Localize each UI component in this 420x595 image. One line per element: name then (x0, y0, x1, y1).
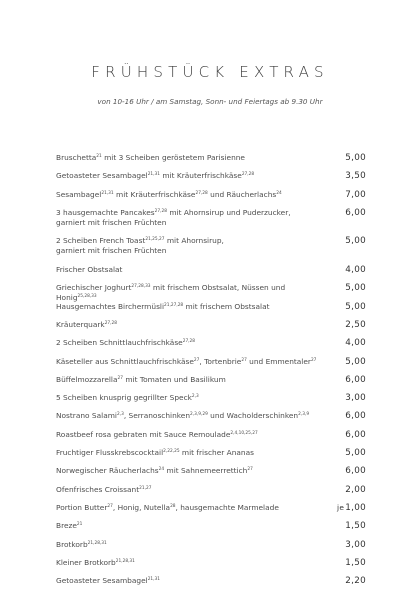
menu-item-price (345, 411, 366, 421)
price-prefix: je (337, 502, 345, 512)
menu-item-text: 2 Scheiben Schnittlauchfrischkäse (56, 338, 183, 348)
menu-item-name (56, 283, 326, 303)
menu-item-name (56, 357, 326, 367)
menu-item (56, 153, 366, 171)
price-value: 2,20 (345, 576, 366, 587)
menu-item-name (56, 521, 326, 531)
menu-item-text: Kräuterquark (56, 319, 105, 329)
price-value: 3,50 (345, 171, 366, 182)
menu-item-text: und Räucherlachs (207, 189, 277, 199)
allergen-codes: 2,3 (116, 412, 124, 418)
menu-item-name (56, 466, 326, 476)
price-value: 4,00 (345, 338, 366, 349)
menu-item-text: Breze (56, 521, 77, 531)
menu-item-price (345, 302, 366, 312)
menu-item-text: Getoasteter Sesambagel (56, 171, 148, 181)
menu-item-text: Roastbeef rosa gebraten mit Sauce Remoulade (56, 429, 231, 439)
price-value: 7,00 (345, 189, 366, 200)
menu-item-text: Nostrano Salami (56, 411, 117, 421)
menu-item-text: , Tortenbrie (199, 356, 242, 366)
menu-item-text: Getoasteter Sesambagel (56, 576, 148, 586)
allergen-codes: 21,28,31 (115, 558, 135, 564)
allergen-codes: 21 (76, 522, 83, 528)
price-value: 6,00 (345, 411, 366, 422)
menu-item-price (345, 485, 366, 495)
menu-item-name (56, 576, 326, 586)
menu-item-price (345, 236, 366, 246)
price-value: 1,50 (345, 521, 366, 532)
menu-item-text: Norwegischer Räucherlachs (56, 466, 159, 476)
menu-item (56, 236, 366, 265)
price-value: 5,00 (345, 283, 366, 294)
price-value: 4,00 (345, 265, 366, 276)
menu-item-name (56, 302, 326, 312)
menu-item (56, 411, 366, 429)
menu-item (56, 393, 366, 411)
menu-item-text: mit Kräuterfrischkäse (160, 171, 242, 181)
menu-item (56, 320, 366, 338)
menu-item-text: mit Kräuterfrischkäse (113, 189, 196, 199)
allergen-codes: 2,3 (191, 394, 199, 400)
price-value: 6,00 (345, 374, 366, 385)
menu-item-price (345, 283, 366, 293)
allergen-codes: 27 (247, 467, 253, 473)
menu-item-price (345, 320, 366, 330)
allergen-codes: 27 (241, 357, 247, 363)
menu-item-text: Griechischer Joghurt (56, 283, 132, 293)
price-value: 5,00 (345, 448, 366, 459)
menu-item-text: 3 hausgemachte Pancakes (56, 207, 155, 217)
allergen-codes: 21,27 (139, 485, 152, 491)
menu-item-price (345, 265, 366, 275)
menu-item-text: Brotkorb (56, 539, 88, 549)
menu-item-text: , hausgemachte Marmelade (175, 502, 279, 512)
menu-item-text: Portion Butter (56, 502, 108, 512)
menu-item-name (56, 448, 326, 458)
menu-item-name (56, 171, 326, 181)
price-value: 1,00 (345, 502, 366, 513)
price-value: 1,50 (345, 557, 366, 568)
allergen-codes: 27,28 (104, 320, 117, 326)
menu-item (56, 430, 366, 448)
menu-item-text: Kleiner Brotkorb (56, 557, 116, 567)
menu-item-price (345, 375, 366, 385)
menu-item-text: und Wacholderschinken (207, 411, 299, 421)
menu-item-price (345, 171, 366, 181)
menu-item-price (345, 153, 366, 163)
menu-item (56, 540, 366, 558)
menu-item-name (56, 411, 326, 421)
menu-item (56, 576, 366, 594)
menu-item-text: Sesambagel (56, 189, 102, 199)
menu-item-name (56, 208, 326, 228)
menu-item (56, 283, 366, 301)
allergen-codes: 21,31 (101, 190, 114, 196)
menu-item-price (345, 448, 366, 458)
menu-item-price (345, 208, 366, 218)
menu-item-price (345, 576, 366, 586)
menu-item (56, 485, 366, 503)
menu-item-text: Frischer Obstsalat (56, 265, 123, 275)
menu-item (56, 208, 366, 237)
menu-item-price (345, 393, 366, 403)
menu-item-price (345, 521, 366, 531)
allergen-codes: 21 (96, 154, 102, 159)
menu-item-price (345, 338, 366, 348)
price-value: 5,00 (345, 153, 366, 163)
allergen-codes: 27,28,33 (131, 284, 151, 290)
allergen-codes: 28 (170, 503, 176, 509)
menu-item-text: mit Ahornsirup, (164, 236, 224, 246)
menu-item-price (345, 466, 366, 476)
price-value: 3,00 (345, 393, 366, 404)
menu-item (56, 503, 366, 521)
menu-item-name (56, 236, 326, 256)
menu-item-price (345, 357, 366, 367)
allergen-codes: 24 (276, 190, 282, 196)
menu-item (56, 302, 366, 320)
allergen-codes: 27,28 (241, 172, 255, 178)
menu-item-text: mit frischer Ananas (179, 448, 254, 458)
menu-item-text: Büffelmozzarella (56, 374, 118, 384)
menu-item-name (56, 320, 326, 330)
allergen-codes: 27,28 (182, 339, 196, 345)
menu-item (56, 448, 366, 466)
menu-item-name (56, 338, 326, 348)
price-value: 5,00 (345, 236, 366, 247)
menu-item-text: mit 3 Scheiben geröstetem Parisienne (101, 153, 245, 162)
menu-item (56, 171, 366, 189)
menu-item-name (56, 503, 326, 513)
allergen-codes: 27 (117, 375, 123, 381)
menu-item-name (56, 485, 326, 495)
menu-item-text: , Honig, Nutella (112, 502, 171, 512)
menu-item-text: garniert mit frischen Früchten (56, 246, 167, 256)
allergen-codes: 21,31 (147, 172, 160, 178)
menu-item-text: mit frischem Obstsalat (183, 301, 270, 311)
menu-item (56, 357, 366, 375)
menu-item-text: 2 Scheiben French Toast (56, 236, 146, 246)
allergen-codes: 25,28,33 (77, 294, 97, 300)
allergen-codes: 27 (107, 503, 113, 509)
menu-item-text: , Serranoschinken (123, 411, 191, 421)
page-title: FRÜHSTÜCK EXTRAS (91, 63, 329, 81)
menu-item-name (56, 430, 326, 440)
allergen-codes: 2,3,9,29 (190, 412, 208, 418)
menu-item-text: mit Tomaten und Basilikum (122, 374, 226, 384)
allergen-codes: 27 (310, 357, 317, 363)
menu-item-text: Fruchtiger Flusskrebscocktail (56, 448, 164, 458)
menu-item-text: Hausgemachtes Birchermüsli (56, 301, 165, 311)
menu-item (56, 375, 366, 393)
allergen-codes: 21,27,28 (164, 302, 184, 308)
menu-item (56, 466, 366, 484)
allergen-codes: 2,4,10,25,27 (230, 430, 258, 436)
page-subtitle: von 10-16 Uhr / am Samstag, Sonn- und Feiertags ab 9.30 Uhr (97, 97, 323, 106)
price-value: 5,00 (345, 356, 366, 367)
menu-item-text: garniert mit frischen Früchten (56, 217, 167, 227)
price-value: 2,00 (345, 484, 366, 495)
menu-item-text: Bruschetta (56, 153, 97, 162)
allergen-codes: 21,25,27 (145, 237, 165, 243)
menu-item-name (56, 153, 326, 163)
menu-item-name (56, 265, 326, 275)
menu-item-name (56, 558, 326, 568)
menu-item-name (56, 375, 326, 385)
menu-item-text: 5 Scheiben knusprig gegrillter Speck (56, 393, 192, 403)
allergen-codes: 27,28 (195, 190, 208, 196)
menu-item-price (345, 430, 366, 440)
menu-item-price (337, 503, 366, 513)
menu-item (56, 190, 366, 208)
allergen-codes: 27 (193, 357, 200, 363)
allergen-codes: 21,28,31 (87, 540, 107, 546)
allergen-codes: 2,3,9 (298, 412, 310, 418)
menu-item-price (345, 540, 366, 550)
menu-item-text: mit frischem Obstsalat, Nüssen und Honig (56, 283, 286, 303)
menu-item-name (56, 190, 326, 200)
price-value: 6,00 (345, 466, 366, 477)
menu-item-text: Käseteller aus Schnittlauchfrischkäse (56, 356, 194, 366)
menu-item-text: Ofenfrisches Croissant (56, 484, 140, 494)
allergen-codes: 21,31 (147, 577, 160, 583)
menu-item-name (56, 393, 326, 403)
price-value: 6,00 (345, 429, 366, 440)
allergen-codes: 24 (158, 467, 165, 473)
allergen-codes: 2,22,25 (163, 449, 180, 455)
menu-item (56, 265, 366, 283)
menu-item-price (345, 558, 366, 568)
menu-item (56, 338, 366, 356)
menu-item-name (56, 540, 326, 550)
menu-item (56, 521, 366, 539)
menu-item-text: mit Ahornsirup und Puderzucker, (166, 207, 291, 217)
price-value: 2,50 (345, 319, 366, 330)
price-value: 6,00 (345, 207, 366, 218)
menu-item-text: mit Sahnemeerrettich (164, 466, 248, 476)
price-value: 3,00 (345, 539, 366, 550)
price-value: 5,00 (345, 301, 366, 312)
menu-item-price (345, 190, 366, 200)
menu-item-text: und Emmentaler (246, 356, 311, 366)
menu-item (56, 558, 366, 576)
allergen-codes: 27,28 (154, 208, 167, 214)
menu-list (56, 153, 366, 594)
